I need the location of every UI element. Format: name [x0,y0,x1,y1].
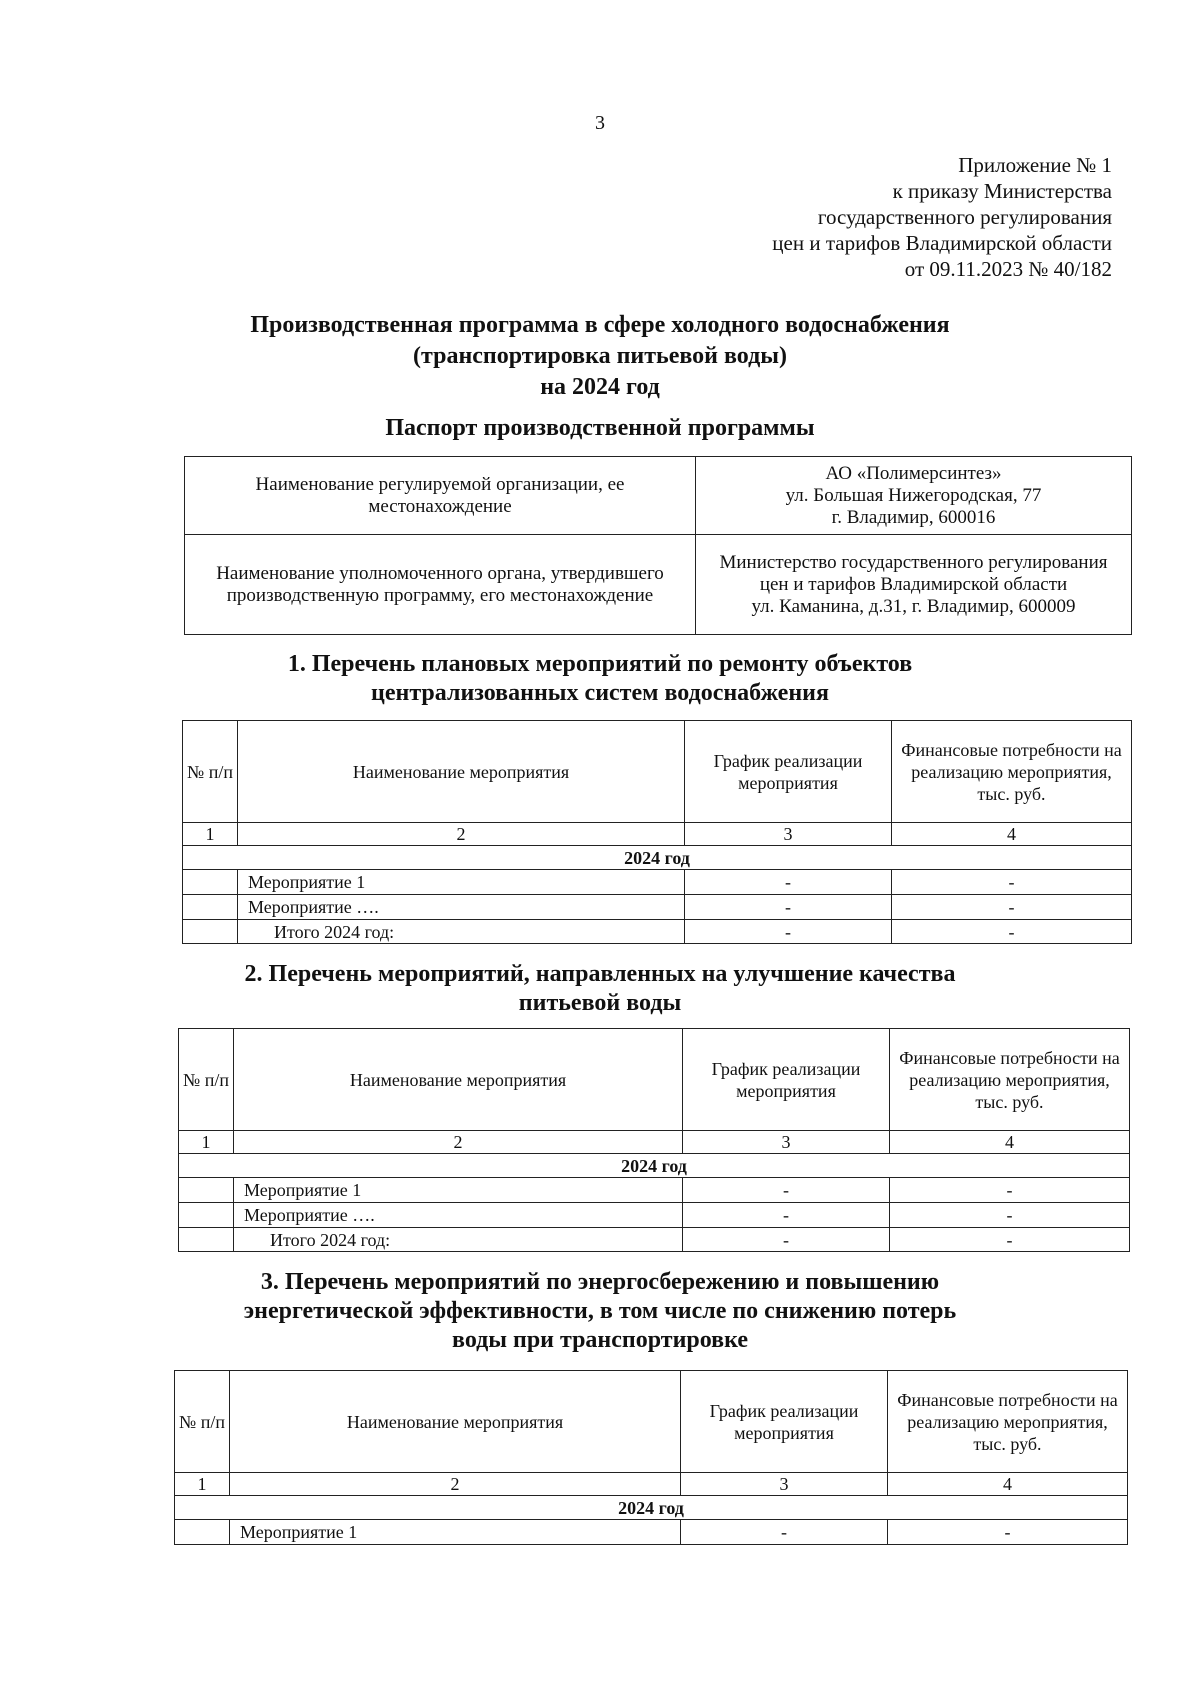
total-row [179,1228,1130,1252]
total-label: Итого 2024 год: [234,1228,683,1252]
col-finance-header: Финансовые потребности на реализацию мероприятия, тыс. руб. [890,1029,1130,1131]
header-row [179,1029,1130,1131]
num-cell [183,920,238,944]
finance-cell: - [892,895,1132,920]
finance-cell: - [892,920,1132,944]
index-cell: 2 [234,1131,683,1154]
appendix-line: Приложение № 1 [958,153,1112,177]
index-cell: 1 [175,1473,230,1496]
section3-heading [0,1268,1200,1355]
value-line: ул. Большая Нижегородская, 77 [785,484,1042,506]
total-label: Итого 2024 год: [238,920,685,944]
finance-cell: - [892,870,1132,895]
passport-label: Наименование уполномоченного органа, утвердившего производственную программу, его местонахождение [185,535,696,635]
index-cell: 2 [238,823,685,846]
event-name: Мероприятие 1 [230,1520,681,1545]
year-row [175,1496,1128,1520]
year-cell: 2024 год [183,846,1132,870]
value-line: АО «Полимерсинтез» [825,462,1002,484]
appendix-line: государственного регулирования [817,205,1112,229]
col-finance-header: Финансовые потребности на реализацию мероприятия, тыс. руб. [892,721,1132,823]
passport-table [184,456,1132,635]
finance-cell: - [890,1203,1130,1228]
document-title [0,310,1200,403]
index-cell: 1 [179,1131,234,1154]
value-line: ул. Каманина, д.31, г. Владимир, 600009 [751,595,1076,617]
index-cell: 3 [681,1473,888,1496]
finance-cell: - [890,1228,1130,1252]
event-name: Мероприятие 1 [234,1178,683,1203]
col-name-header: Наименование мероприятия [238,721,685,823]
col-num-header: № п/п [175,1371,230,1473]
total-row [183,920,1132,944]
header-row [183,721,1132,823]
appendix-line: от 09.11.2023 № 40/182 [904,257,1112,281]
num-cell [179,1228,234,1252]
passport-label: Наименование регулируемой организации, ее местонахождение [185,457,696,535]
event-name: Мероприятие …. [234,1203,683,1228]
index-row [175,1473,1128,1496]
table-row [175,1520,1128,1545]
finance-cell: - [888,1520,1128,1545]
col-schedule-header: График реализации мероприятия [685,721,892,823]
finance-cell: - [890,1178,1130,1203]
col-num-header: № п/п [179,1029,234,1131]
index-cell: 1 [183,823,238,846]
heading-line: централизованных систем водоснабжения [371,680,829,706]
section1-heading [0,650,1200,708]
heading-line: 2. Перечень мероприятий, направленных на улучшение качества [244,961,956,987]
col-name-header: Наименование мероприятия [234,1029,683,1131]
index-cell: 4 [890,1131,1130,1154]
table-row [185,535,1132,635]
appendix-block [772,152,1112,282]
col-num-header: № п/п [183,721,238,823]
heading-line: 1. Перечень плановых мероприятий по ремонту объектов [287,651,913,677]
value-line: г. Владимир, 600016 [831,506,996,528]
title-line: (транспортировка питьевой воды) [413,343,787,369]
heading-line: энергетической эффективности, в том числе по снижению потерь [243,1298,957,1324]
page-number: 3 [595,112,605,134]
event-name: Мероприятие 1 [238,870,685,895]
passport-value [696,535,1132,635]
appendix-line: к приказу Министерства [892,179,1112,203]
section2-heading [0,960,1200,1018]
schedule-cell: - [681,1520,888,1545]
col-finance-header: Финансовые потребности на реализацию мероприятия, тыс. руб. [888,1371,1128,1473]
section3-table [174,1370,1128,1545]
schedule-cell: - [683,1203,890,1228]
year-row [179,1154,1130,1178]
index-cell: 4 [892,823,1132,846]
section2-table [178,1028,1130,1252]
appendix-line: цен и тарифов Владимирской области [772,231,1112,255]
heading-line: воды при транспортировке [452,1327,748,1353]
index-cell: 3 [683,1131,890,1154]
num-cell [179,1203,234,1228]
schedule-cell: - [685,895,892,920]
event-name: Мероприятие …. [238,895,685,920]
num-cell [183,870,238,895]
year-cell: 2024 год [179,1154,1130,1178]
passport-heading: Паспорт производственной программы [385,415,815,441]
year-row [183,846,1132,870]
table-row [185,457,1132,535]
passport-value [696,457,1132,535]
index-cell: 2 [230,1473,681,1496]
schedule-cell: - [685,920,892,944]
table-row [179,1178,1130,1203]
num-cell [175,1520,230,1545]
schedule-cell: - [683,1178,890,1203]
heading-line: питьевой воды [518,990,682,1016]
schedule-cell: - [683,1228,890,1252]
col-schedule-header: График реализации мероприятия [683,1029,890,1131]
title-line: Производственная программа в сфере холодного водоснабжения [250,312,950,338]
table-row [183,870,1132,895]
index-cell: 4 [888,1473,1128,1496]
index-row [183,823,1132,846]
table-row [183,895,1132,920]
header-row [175,1371,1128,1473]
num-cell [179,1178,234,1203]
heading-line: 3. Перечень мероприятий по энергосбережению и повышению [260,1269,940,1295]
section1-table [182,720,1132,944]
table-row [179,1203,1130,1228]
year-cell: 2024 год [175,1496,1128,1520]
value-line: Министерство государственного регулирования цен и тарифов Владимирской области [719,551,1108,595]
index-row [179,1131,1130,1154]
col-name-header: Наименование мероприятия [230,1371,681,1473]
index-cell: 3 [685,823,892,846]
title-line: на 2024 год [540,374,660,400]
schedule-cell: - [685,870,892,895]
col-schedule-header: График реализации мероприятия [681,1371,888,1473]
num-cell [183,895,238,920]
